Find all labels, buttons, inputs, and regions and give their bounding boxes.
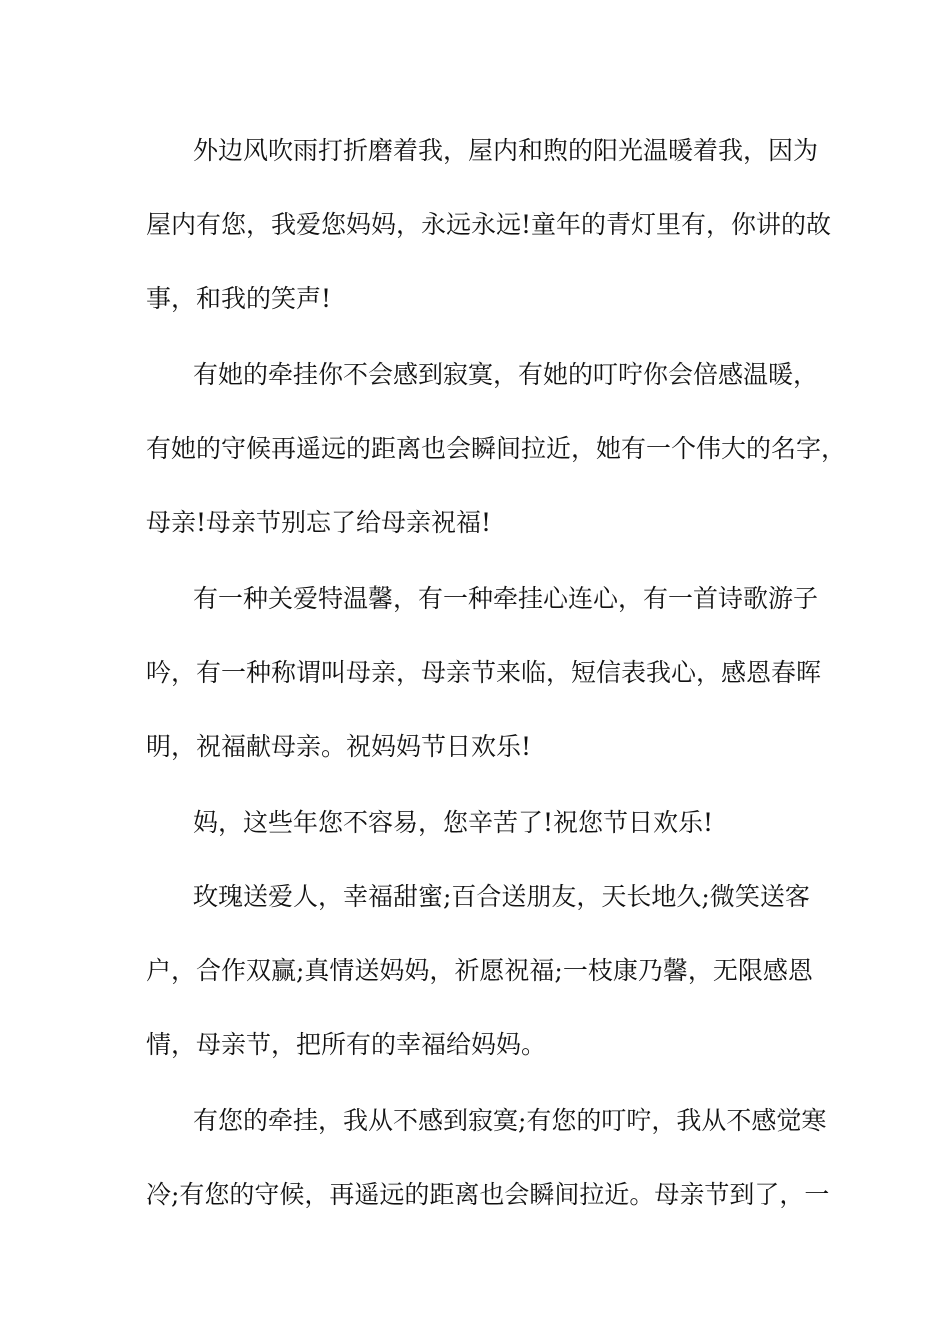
paragraph-1-line-1: 外边风吹雨打折磨着我，屋内和煦的阳光温暖着我，因为	[193, 136, 819, 165]
paragraph-3-line-2: 吟，有一种称谓叫母亲，母亲节来临，短信表我心，感恩春晖	[146, 658, 822, 687]
paragraph-4-line-1: 妈，这些年您不容易，您辛苦了!祝您节日欢乐!	[193, 808, 714, 837]
paragraph-2-line-1: 有她的牵挂你不会感到寂寞，有她的叮咛你会倍感温暖，	[193, 360, 819, 389]
paragraph-1-line-2: 屋内有您，我爱您妈妈，永远永远!童年的青灯里有，你讲的故	[146, 210, 832, 239]
paragraph-5-line-3: 情，母亲节，把所有的幸福给妈妈。	[146, 1030, 547, 1059]
paragraph-1-line-3: 事，和我的笑声!	[146, 284, 332, 313]
paragraph-2-line-3: 母亲!母亲节别忘了给母亲祝福!	[146, 508, 492, 537]
paragraph-2-line-2: 有她的守候再遥远的距离也会瞬间拉近，她有一个伟大的名字，	[146, 434, 847, 463]
paragraph-5-line-1: 玫瑰送爱人，幸福甜蜜;百合送朋友，天长地久;微笑送客	[193, 882, 810, 911]
paragraph-6-line-2: 冷;有您的守候，再遥远的距离也会瞬间拉近。母亲节到了，一	[146, 1180, 830, 1209]
paragraph-3-line-1: 有一种关爱特温馨，有一种牵挂心连心，有一首诗歌游子	[193, 584, 819, 613]
paragraph-6-line-1: 有您的牵挂，我从不感到寂寞;有您的叮咛，我从不感觉寒	[193, 1106, 827, 1135]
paragraph-5-line-2: 户，合作双赢;真情送妈妈，祈愿祝福;一枝康乃馨，无限感恩	[146, 956, 813, 985]
paragraph-3-line-3: 明，祝福献母亲。祝妈妈节日欢乐!	[146, 732, 532, 761]
